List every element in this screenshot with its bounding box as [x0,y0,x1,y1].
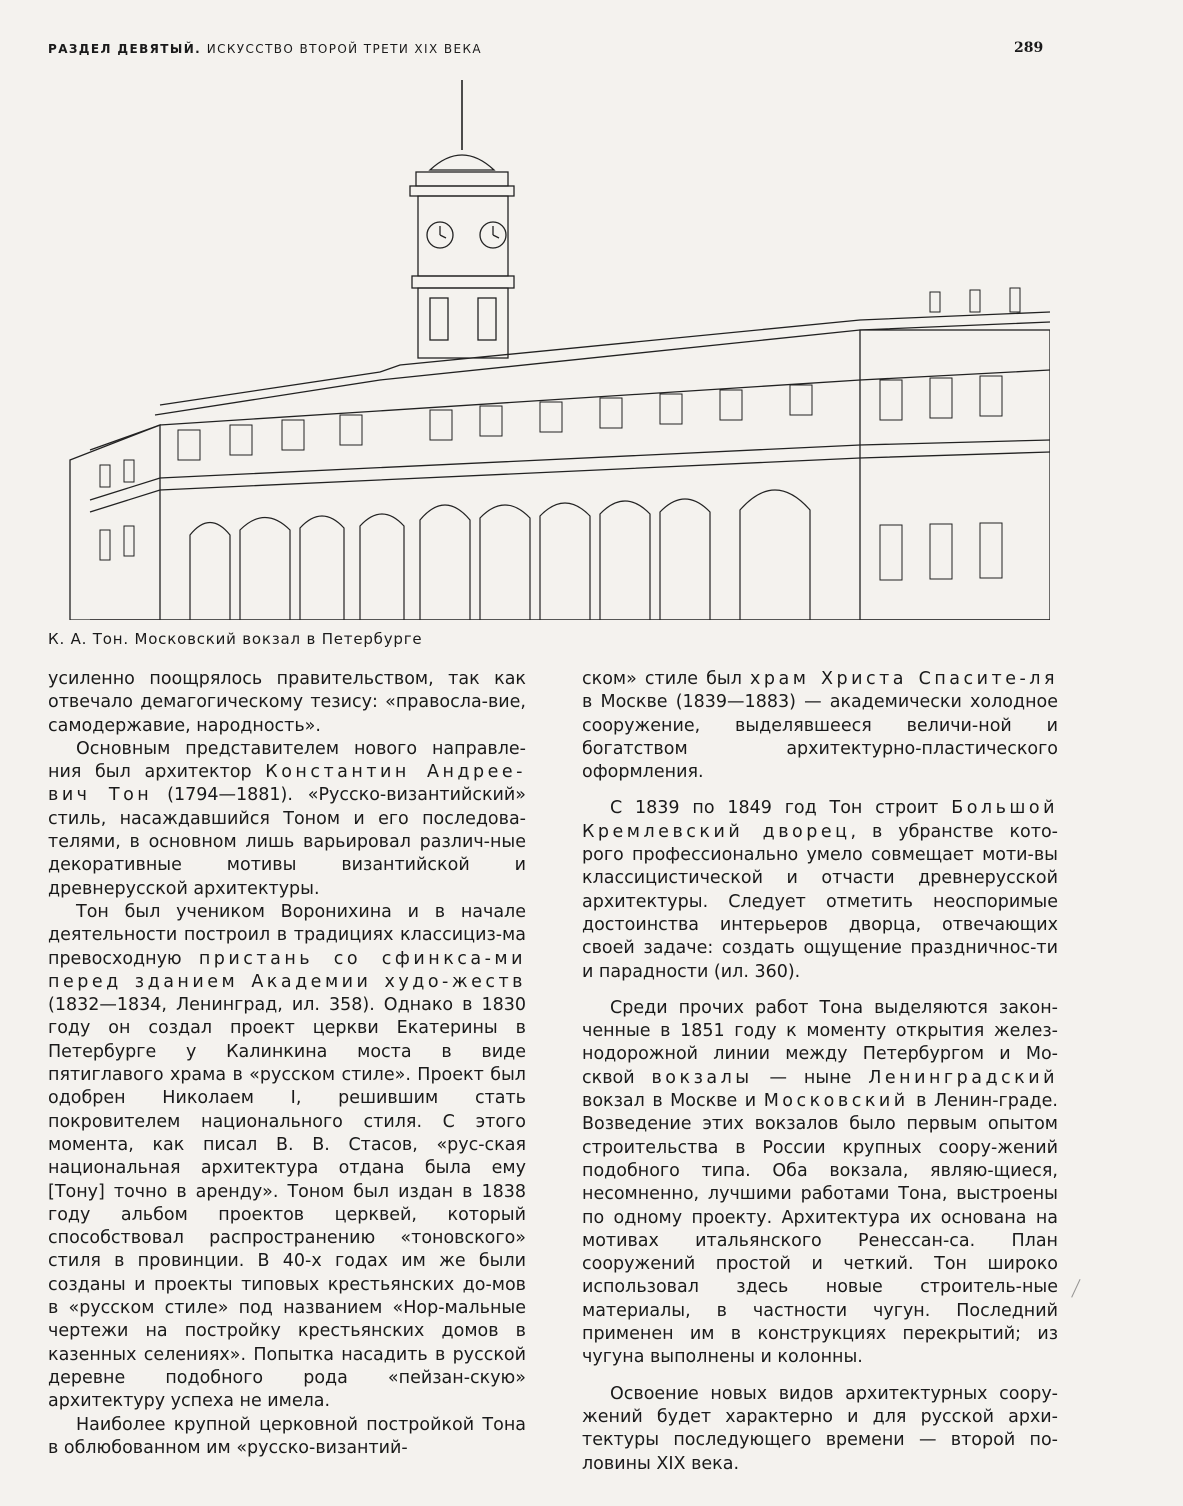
page-number: 289 [1014,40,1044,56]
paragraph: Среди прочих работ Тона выделяются закон-ченные в 1851 году к моменту открытия желез-нодорожной линии между Петербургом и Мо-сквой вокзалы — ныне Ленинградский вокзал в Москве и Московский в Ленин-граде. Возведение этих вокзалов было первым опытом строительства в России крупных соору-жений подобного типа. Оба вокзала, являю-щиеся, несомненно, лучшими работами Тона, выстроены по одному проекту. Архитектура их основана на мотивах итальянского Ренессан-са. План сооружений простой и четкий. Тон широко использовал здесь новые строитель-ные материалы, в частности чугун. Последний применен им в конструкциях перекрытий; из чугуна выполнены и колонны. [582,997,1058,1368]
emphasized-work: Московский [763,1091,909,1112]
right-column [582,668,1058,1476]
emphasized-work: пристань со сфинкса-ми перед зданием Академии худо-жеств [48,948,526,992]
emphasized-work: храм Христа Спасите-ля [750,669,1058,689]
station-illustration [60,80,1050,620]
paragraph: Основным представителем нового направле-ния был архитектор Константин Андрее-вич Тон (1794—1881). «Русско-византийский» стиль, насаждавшийся Тоном и его последова-телями, в основном лишь варьировал различ-ные декоративные мотивы византийской и древнерусской архитектуры. [48,738,526,899]
section-label: РАЗДЕЛ ДЕВЯТЫЙ. [48,42,202,56]
pencil-mark [1071,1279,1088,1301]
emphasized-work: Ленинградский [868,1067,1058,1088]
figure-caption: К. А. Тон. Московский вокзал в Петербурге [48,630,423,648]
paragraph: С 1839 по 1849 год Тон строит Большой Кремлевский дворец, в убранстве кото-рого профессионально умело совмещает моти-вы классицистической и отчасти древнерусской архитектуры. Следует отметить неоспоримые достоинства интерьеров дворца, отвечающих своей задаче: создать ощущение праздничнос-ти и парадности (ил. 360). [582,798,1058,982]
left-column [48,668,526,1460]
paragraph: ском» стиле был храм Христа Спасите-ля в Москве (1839—1883) — академически холодное сооружение, выделявшееся величи-ной и богатством архитектурно-пластического оформления. [582,669,1058,783]
paragraph: усиленно поощрялось правительством, так как отвечало демагогическому тезису: «правосла-вие, самодержавие, народность». [48,669,526,736]
emphasized-work: вокзалы [651,1067,753,1088]
paragraph: Тон был учеником Воронихина и в начале деятельности построил в традициях классициз-ма превосходную пристань со сфинкса-ми перед зданием Академии худо-жеств (1832—1834, Ленинград, ил. 358). Однако в 1830 году он создал проект церкви Екатерины в Петербурге у Калинкина моста в виде пятиглавого храма в «русском стиле». Проект был одобрен Николаем I, решившим стать покровителем национального стиля. С этого момента, как писал В. В. Стасов, «рус-ская национальная архитектура отдана была ему [Тону] точно в аренду». Тоном был издан в 1838 году альбом проектов церквей, который способствовал распространению «тоновского» стиля в провинции. В 40-х годах им же были созданы и проекты типовых крестьянских до-мов в «русском стиле» под названием «Нор-мальные чертежи на постройку крестьянских домов в казенных селениях». Попытка насадить в русской деревне подобного рода «пейзан-скую» архитектуру успеха не имела. [48,901,526,1412]
paragraph: Наиболее крупной церковной постройкой Тона в облюбованном им «русско-византий- [48,1414,526,1458]
emphasized-work: Большой Кремлевский дворец [582,798,1058,842]
paragraph: Освоение новых видов архитектурных соору-жений будет характерно и для русской архи-тектуры последующего времени — второй по-ловины XIX века. [582,1383,1058,1474]
emphasized-name: Константин Андрее-вич Тон [48,762,526,806]
running-head [48,42,482,56]
section-subtitle: ИСКУССТВО ВТОРОЙ ТРЕТИ XIX ВЕКА [206,42,482,56]
